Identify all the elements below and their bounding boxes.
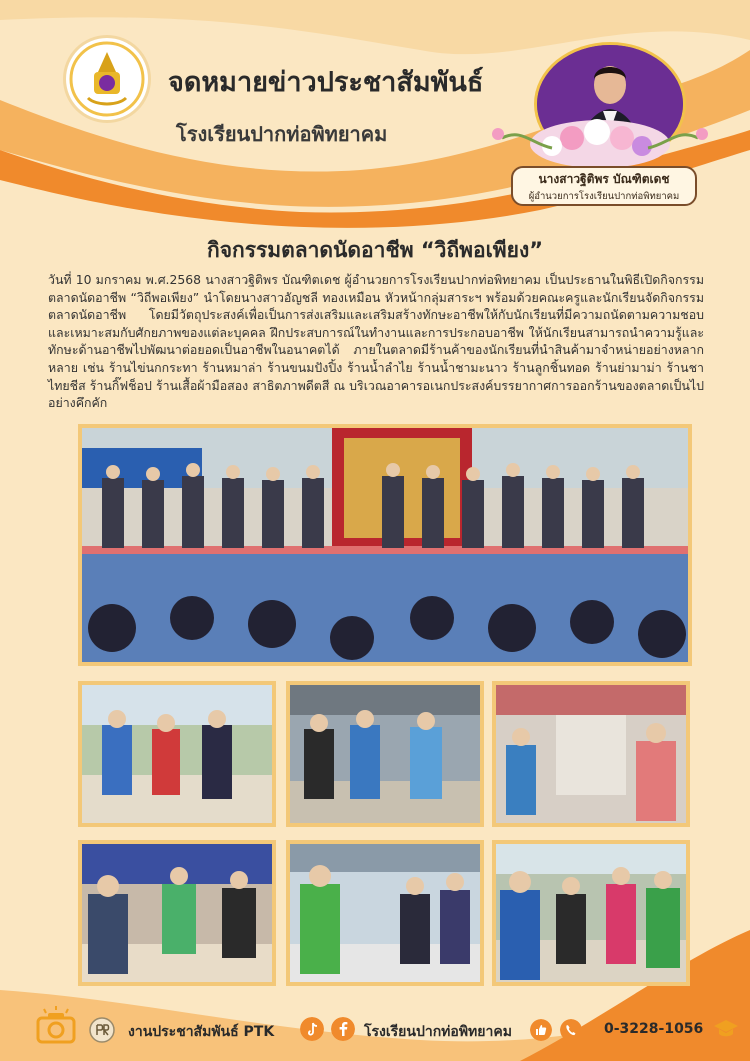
- thumbs-up-icon[interactable]: [530, 1019, 552, 1041]
- school-name: โรงเรียนปากท่อพิทยาคม: [176, 122, 388, 146]
- market-photo-5: [286, 840, 484, 986]
- market-photo-6: [492, 840, 690, 986]
- phone-icon[interactable]: [560, 1019, 582, 1041]
- school-logo: [66, 38, 148, 120]
- pr-badge-icon: [88, 1016, 116, 1044]
- flower-decoration: [482, 108, 718, 170]
- market-photo-4: [78, 840, 276, 986]
- article-body: วันที่ 10 มกราคม พ.ศ.2568 นางสาวฐิติพร บัณฑิตเดช ผู้อำนวยการโรงเรียนปากท่อพิทยาคม เป็นประธานในพิธีเปิดกิจกรรมตลาดนัดอาชีพ “วิถีพอเพียง” นำโดยนางสาวอัญชลี ทองเหมือน หัวหน้ากลุ่มสาระฯ พร้อมด้วยคณะครูและนักเรียนจัดกิจกรรมตลาดนัดอาชีพ โดยมีวัตถุประสงค์เพื่อเป็นการส่งเสริมและเสริมสร้างทักษะอาชีพให้กับนักเรียนที่มีความถนัดตามความชอบและเหมาะสมกับศักยภาพของแต่ละบุคคล ฝึกประสบการณ์ในทำงานและการประกอบอาชีพ ให้นักเรียนสามารถนำความรู้และทักษะด้านอาชีพไปพัฒนาต่อยอดเป็นอาชีพในอนาคตได้ ภายในตลาดมีร้านค้าของนักเรียนที่นำสินค้ามาจำหน่ายอย่างหลากหลาย เช่น ร้านไข่นกกระทา ร้านหมาล่า ร้านขนมปังปิ้ง ร้านน้ำลำไย ร้านน้ำชามะนาว ร้านลูกชิ้นทอด ร้านย่ามาม่า ร้านชาไทยชีส ร้านกิ๊ฟช็อป ร้านเสื้อผ้ามือสอง สาธิตภาพดีตสี ณ บริเวณอาคารอเนกประสงค์บรรยากาศการออกร้านของตลาดเป็นไปอย่างคึกคัก: [48, 272, 704, 411]
- page-title: จดหมายข่าวประชาสัมพันธ์: [168, 67, 484, 98]
- tiktok-icon[interactable]: [300, 1017, 324, 1041]
- article-headline: กิจกรรมตลาดนัดอาชีพ “วิถีพอเพียง”: [206, 238, 544, 262]
- graduation-cap-icon: [712, 1018, 740, 1040]
- market-photo-2: [286, 681, 484, 827]
- director-name: นางสาวฐิติพร บัณฑิตเดช: [538, 172, 670, 186]
- footer-pr-label: งานประชาสัมพันธ์ PTK: [128, 1024, 275, 1040]
- camera-icon: [34, 1004, 78, 1048]
- main-event-photo: [78, 424, 692, 666]
- market-photo-3: [492, 681, 690, 827]
- facebook-icon[interactable]: [331, 1017, 355, 1041]
- footer-phone: 0-3228-1056: [604, 1021, 704, 1037]
- director-role: ผู้อำนวยการโรงเรียนปากท่อพิทยาคม: [528, 191, 680, 202]
- market-photo-1: [78, 681, 276, 827]
- footer-school-name: โรงเรียนปากท่อพิทยาคม: [364, 1024, 512, 1040]
- director-name-plate: [511, 166, 697, 206]
- school-emblem-icon: [66, 38, 148, 120]
